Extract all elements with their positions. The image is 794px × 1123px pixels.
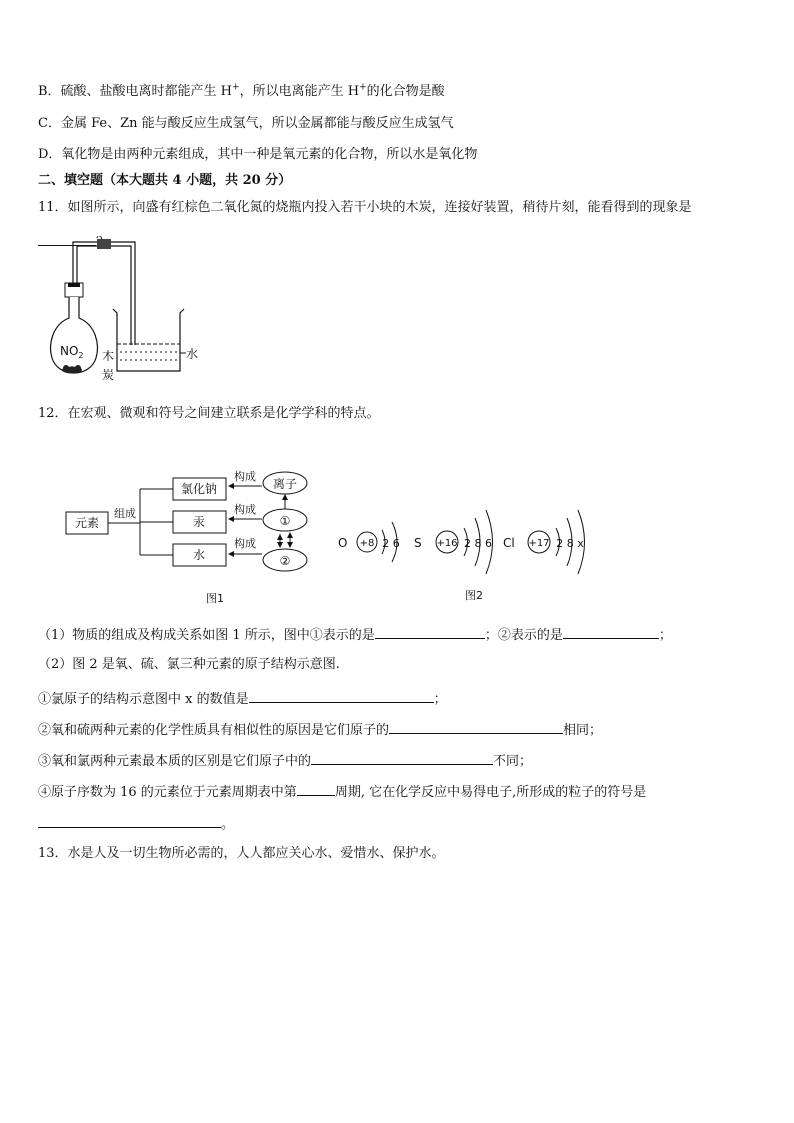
charcoal-label-2: 炭 <box>102 368 115 382</box>
question-13-text: 13．水是人及一切生物所必需的，人人都应关心水、爱惜水、保护水。 <box>38 846 445 861</box>
question-11-text: 11．如图所示，向盛有红棕色二氧化氮的烧瓶内投入若干小块的木炭，连接好装置，稍待片刻，能看得到的现象是 <box>38 200 692 215</box>
answer-blank[interactable] <box>297 781 335 796</box>
sulfur-symbol: S <box>414 536 422 550</box>
figure-1-caption: 图1 <box>206 592 224 605</box>
oxygen-symbol: O <box>338 536 348 550</box>
ion-oval: 离子 <box>272 477 298 491</box>
sulfur-shells: 2 8 6 <box>464 537 492 550</box>
option-c: C．金属 Fe、Zn 能与酸反应生成氢气，所以金属都能与酸反应生成氢气 <box>38 116 454 131</box>
q12-sub-3: ③氧和氯两种元素最本质的区别是它们原子中的 不同； <box>38 750 532 771</box>
q12-part-1: （1）物质的组成及构成关系如图 1 所示，图中①表示的是 ；②表示的是 ； <box>38 624 672 645</box>
box-mercury: 汞 <box>192 515 206 529</box>
circle-1-oval: ① <box>279 514 291 528</box>
answer-blank[interactable] <box>563 624 659 639</box>
q12-sub-2: ②氧和硫两种元素的化学性质具有相似性的原因是它们原子的 相同； <box>38 719 602 740</box>
construct-label-1: 构成 <box>234 470 256 483</box>
figure-2-caption: 图2 <box>465 589 483 602</box>
oxygen-shells: 2 6 <box>382 537 400 550</box>
construct-label-3: 构成 <box>234 537 256 550</box>
water-label: 水 <box>186 347 199 361</box>
compose-label: 组成 <box>114 507 136 520</box>
chlorine-symbol: Cl <box>503 536 515 550</box>
answer-blank[interactable] <box>38 813 221 828</box>
flask-label: $NO_2$ <box>60 344 84 360</box>
section-title: 二、填空题（本大题共 4 小题，共 20 分） <box>38 173 292 188</box>
answer-blank[interactable] <box>311 750 493 765</box>
option-d: D．氧化物是由两种元素组成，其中一种是氧元素的化合物，所以水是氧化物 <box>38 147 478 162</box>
q12-sub-4-answer: 。 <box>38 813 234 834</box>
box-water: 水 <box>192 548 206 562</box>
box-sodium-chloride: 氯化钠 <box>180 482 218 496</box>
charcoal-label-1: 木 <box>102 349 115 363</box>
chlorine-nucleus: +17 <box>528 538 550 549</box>
option-b: B．硫酸、盐酸电离时都能产生 H+，所以电离能产生 H+的化合物是酸 <box>38 82 445 99</box>
answer-blank[interactable] <box>375 624 485 639</box>
chlorine-shells: 2 8 x <box>556 537 584 550</box>
oxygen-nucleus: +8 <box>359 538 375 549</box>
element-box: 元素 <box>74 516 100 530</box>
answer-blank[interactable] <box>249 688 434 703</box>
q12-part-2: （2）图 2 是氧、硫、氯三种元素的原子结构示意图. <box>38 657 340 672</box>
question-12-text: 12．在宏观、微观和符号之间建立联系是化学学科的特点。 <box>38 406 380 421</box>
construct-label-2: 构成 <box>234 503 256 516</box>
circle-2-oval: ② <box>279 554 291 568</box>
sulfur-nucleus: +16 <box>436 538 458 549</box>
q12-sub-1: ①氯原子的结构示意图中 x 的数值是 ； <box>38 688 447 709</box>
q12-sub-4: ④原子序数为 16 的元素位于元素周期表中第 周期, 它在化学反应中易得电子,所形成的粒子的符号是 <box>38 781 646 802</box>
answer-blank[interactable] <box>389 719 563 734</box>
